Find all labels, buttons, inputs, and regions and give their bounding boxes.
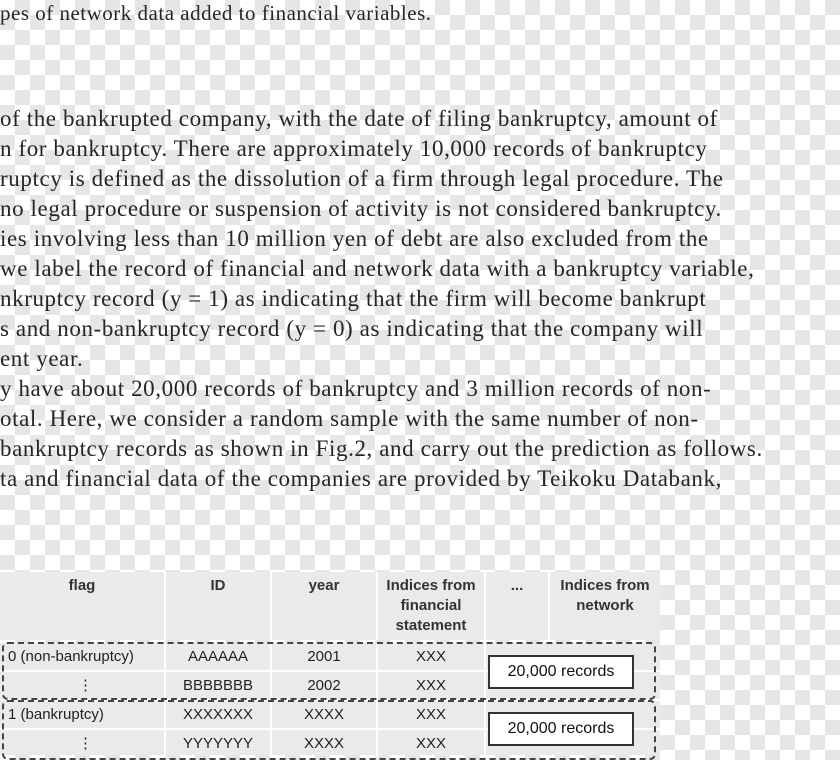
text-line: otal. Here, we consider a random sample with the same number of non-	[0, 406, 699, 431]
text-line: pes of network data added to financial variables.	[0, 1, 432, 25]
text-line: no legal procedure or suspension of activity is not considered bankruptcy.	[0, 196, 722, 221]
text-line: of the bankrupted company, with the date of filing bankruptcy, amount of	[0, 106, 718, 131]
text-line: n for bankruptcy. There are approximately 10,000 records of bankruptcy	[0, 136, 708, 161]
header-network: Indices from network	[550, 572, 660, 640]
text-line: s and non-bankruptcy record (y = 0) as indicating that the company will	[0, 316, 704, 341]
record-count-label: 20,000 records	[488, 712, 634, 746]
cell-id: AAAAAA	[166, 643, 272, 670]
header-id: ID	[166, 572, 272, 640]
cell-financial: XXX	[378, 643, 486, 670]
text-line: ruptcy is defined as the dissolution of a firm through legal procedure. The	[0, 166, 724, 191]
text-line: y have about 20,000 records of bankruptcy and 3 million records of non-	[0, 376, 712, 401]
cell-flag: 1 (bankruptcy)	[0, 701, 166, 728]
cell-id: BBBBBBB	[166, 672, 272, 699]
cell-financial: XXX	[378, 701, 486, 728]
cell-id: YYYYYYY	[166, 730, 272, 757]
text-line: ent year.	[0, 346, 84, 371]
header-financial: Indices from financial statement	[378, 572, 486, 640]
data-table	[0, 572, 660, 755]
text-line: ta and financial data of the companies are provided by Teikoku Databank,	[0, 466, 722, 491]
text-line: ies involving less than 10 million yen of debt are also excluded from the	[0, 226, 709, 251]
cell-id: XXXXXXX	[166, 701, 272, 728]
header-year: year	[272, 572, 378, 640]
text-line: bankruptcy records as shown in Fig.2, and carry out the prediction as follows.	[0, 436, 763, 461]
cell-flag: 0 (non-bankruptcy)	[0, 643, 166, 670]
cell-year: 2002	[272, 672, 378, 699]
header-flag: flag	[0, 572, 166, 640]
header-ellipsis: ...	[486, 572, 550, 640]
record-count-label: 20,000 records	[488, 655, 634, 689]
cell-financial: XXX	[378, 730, 486, 757]
cell-year: XXXX	[272, 730, 378, 757]
cell-financial: XXX	[378, 672, 486, 699]
cell-flag: ⋮	[0, 672, 166, 699]
cell-flag: ⋮	[0, 730, 166, 757]
text-line: nkruptcy record (y = 1) as indicating that the firm will become bankrupt	[0, 286, 707, 311]
text-line: we label the record of financial and network data with a bankruptcy variable,	[0, 256, 755, 281]
cell-year: 2001	[272, 643, 378, 670]
cell-year: XXXX	[272, 701, 378, 728]
